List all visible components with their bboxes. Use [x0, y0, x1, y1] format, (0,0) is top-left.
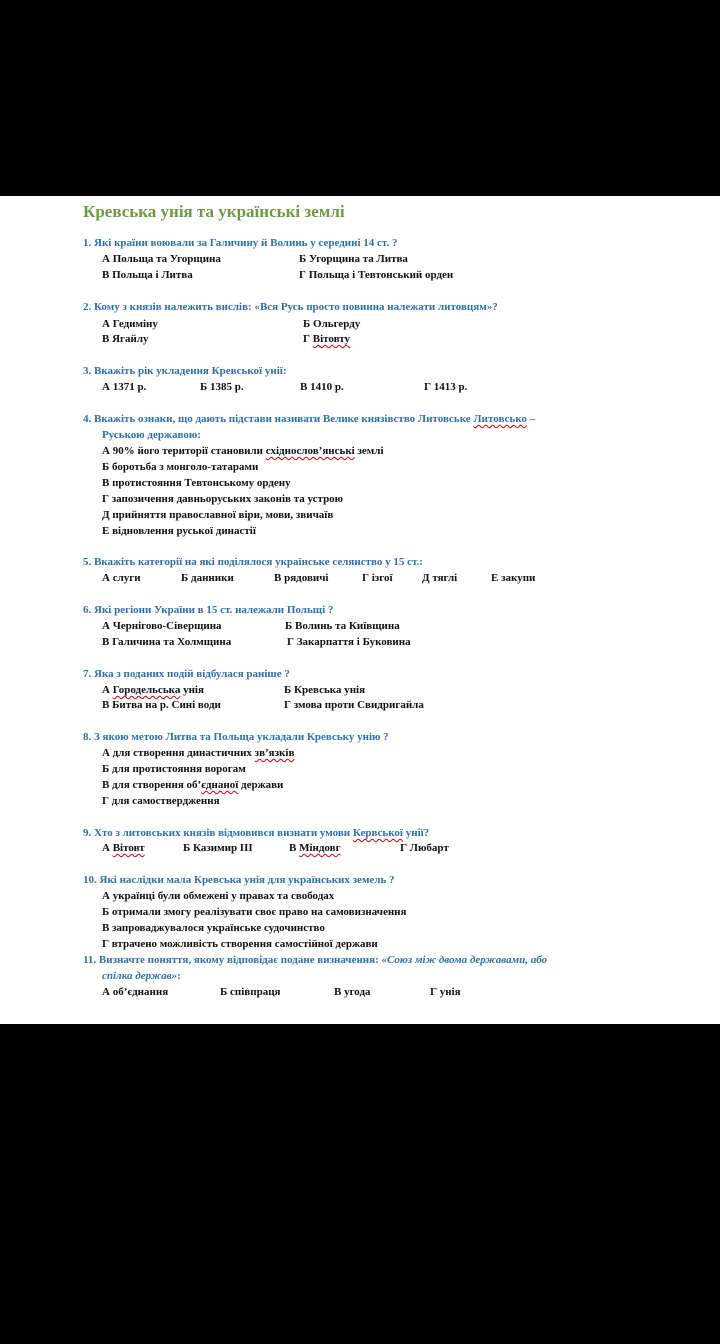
q3-option-c: В 1410 р.	[300, 381, 344, 393]
q1-option-a: А Польща та Угорщина	[102, 253, 221, 265]
q6-option-c: В Галичина та Холмщина	[102, 636, 232, 648]
q3-option-d: Г 1413 р.	[424, 381, 468, 393]
question-4-continuation: Руською державою:	[102, 429, 201, 441]
q8-option-a: А для створення династичних зв’язків	[102, 747, 295, 759]
question-3: 3. Вкажіть рік укладення Кревської унії:	[83, 365, 287, 377]
q4-option-c: В протистояння Тевтонському ордену	[102, 477, 291, 489]
question-5: 5. Вкажіть категорії на які поділялося українське селянство у 15 ст.:	[83, 556, 423, 568]
question-11-continuation: спілка держав»:	[102, 970, 181, 982]
q3-option-a: А 1371 р.	[102, 381, 147, 393]
q11-option-c: В угода	[334, 986, 371, 998]
q3-option-b: Б 1385 р.	[200, 381, 244, 393]
q2-option-c: В Ягайлу	[102, 333, 149, 345]
q1-option-c: В Польща і Литва	[102, 269, 193, 281]
q5-option-d: Г ізгої	[362, 572, 393, 584]
q7-option-b: Б Кревська унія	[284, 684, 366, 696]
q6-option-a: А Чернігово-Сіверщина	[102, 620, 222, 632]
q5-option-e: Д тяглі	[422, 572, 458, 584]
q8-option-b: Б для протистояння ворогам	[102, 763, 246, 775]
question-7: 7. Яка з поданих подій відбулася раніше ?	[83, 668, 290, 680]
q5-option-b: Б данники	[181, 572, 234, 584]
q4-option-e: Д прийняття православної віри, мови, звичаїв	[102, 509, 334, 521]
q8-option-d: Г для самоствердження	[102, 795, 220, 807]
q1-option-d: Г Польща і Тевтонський орден	[299, 269, 454, 281]
q9-option-a: А Вітовт	[102, 842, 145, 854]
question-6: 6. Які регіони України в 15 ст. належали Польщі ?	[83, 604, 334, 616]
q6-option-b: Б Волинь та Київщина	[285, 620, 400, 632]
q11-option-b: Б співпраця	[220, 986, 281, 998]
question-9: 9. Хто з литовських князів відмовився визнати умови Кервської унії?	[83, 827, 430, 839]
q5-option-f: Е закупи	[491, 572, 536, 584]
q5-option-c: В рядовичі	[274, 572, 329, 584]
q9-option-d: Г Любарт	[400, 842, 449, 854]
q11-option-d: Г унія	[430, 986, 461, 998]
q6-option-d: Г Закарпаття і Буковина	[287, 636, 411, 648]
page-title: Кревська унія та українські землі	[83, 202, 345, 221]
q11-option-a: А об’єднання	[102, 986, 169, 998]
q2-option-b: Б Ольгерду	[303, 318, 361, 330]
question-8: 8. З якою метою Литва та Польща укладали Кревську унію ?	[83, 731, 389, 743]
q10-option-a: А українці були обмежені у правах та свободах	[102, 890, 335, 902]
q7-option-c: В Битва на р. Сині води	[102, 699, 221, 711]
q4-option-b: Б боротьба з монголо-татарами	[102, 461, 259, 473]
q9-option-b: Б Казимир ІІІ	[183, 842, 253, 854]
q10-option-c: В запроваджувалося українське судочинство	[102, 922, 325, 934]
q2-option-a: А Гедиміну	[102, 318, 158, 330]
question-1: 1. Які країни воювали за Галичину й Волинь у середині 14 ст. ?	[83, 237, 398, 249]
q10-option-d: Г втрачено можливість створення самостійної держави	[102, 938, 378, 950]
q8-option-c: В для створення об’єднаної держави	[102, 779, 284, 791]
question-4: 4. Вкажіть ознаки, що дають підстави називати Велике князівство Литовське Литовсько –	[83, 413, 536, 425]
q2-option-d: Г Вітовту	[303, 333, 351, 345]
question-10: 10. Які наслідки мала Кревська унія для українських земель ?	[83, 874, 395, 886]
q9-option-c: В Міндовг	[289, 842, 341, 854]
q7-option-a: А Городельська унія	[102, 684, 204, 696]
question-2: 2. Кому з князів належить вислів: «Вся Русь просто повинна належати литовцям»?	[83, 301, 498, 313]
q4-option-d: Г запозичення давньоруських законів та устрою	[102, 493, 344, 505]
q7-option-d: Г змова проти Свидригайла	[284, 699, 424, 711]
q4-option-a: А 90% його території становили східнослов’янські землі	[102, 445, 384, 457]
q10-option-b: Б отримали змогу реалізувати своє право на самовизначення	[102, 906, 407, 918]
q5-option-a: А слуги	[102, 572, 141, 584]
question-11: 11. Визначте поняття, якому відповідає подане визначення: «Союз між двома державами, або	[83, 954, 548, 966]
q4-option-f: Е відновлення руської династії	[102, 525, 256, 537]
q1-option-b: Б Угорщина та Литва	[299, 253, 408, 265]
document-page	[0, 196, 720, 1024]
